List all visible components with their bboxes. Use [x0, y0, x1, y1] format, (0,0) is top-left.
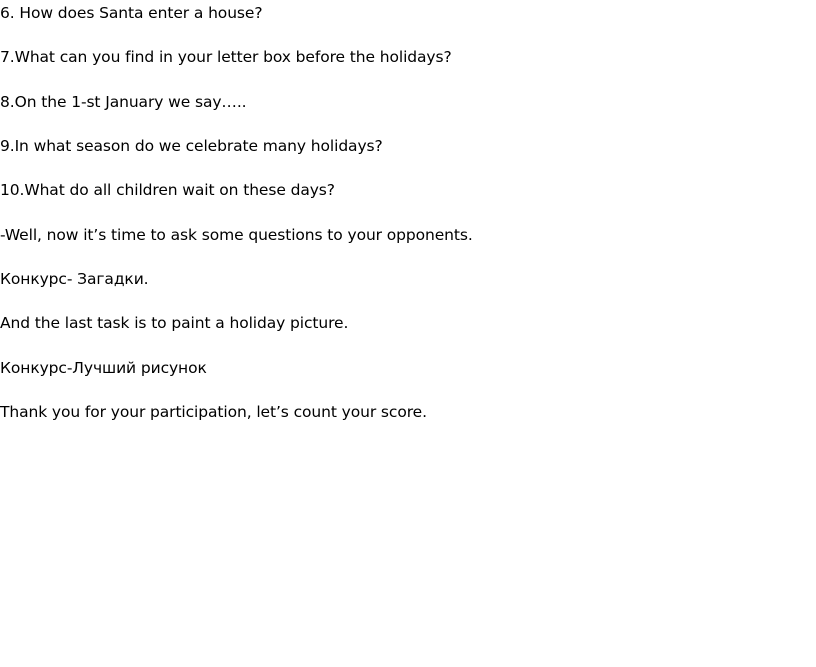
opponents-questions-line: -Well, now it’s time to ask some questions to your opponents. — [0, 226, 473, 244]
question-7: 7.What can you find in your letter box before the holidays? — [0, 48, 452, 66]
contest-riddles-line: Конкурс- Загадки. — [0, 270, 149, 288]
question-10: 10.What do all children wait on these days? — [0, 181, 335, 199]
contest-best-drawing-line: Конкурс-Лучший рисунок — [0, 359, 207, 377]
closing-thanks-line: Thank you for your participation, let’s count your score. — [0, 403, 427, 421]
last-task-line: And the last task is to paint a holiday picture. — [0, 314, 349, 332]
question-9: 9.In what season do we celebrate many holidays? — [0, 137, 383, 155]
question-6: 6. How does Santa enter a house? — [0, 4, 263, 22]
question-8: 8.On the 1-st January we say….. — [0, 93, 247, 111]
